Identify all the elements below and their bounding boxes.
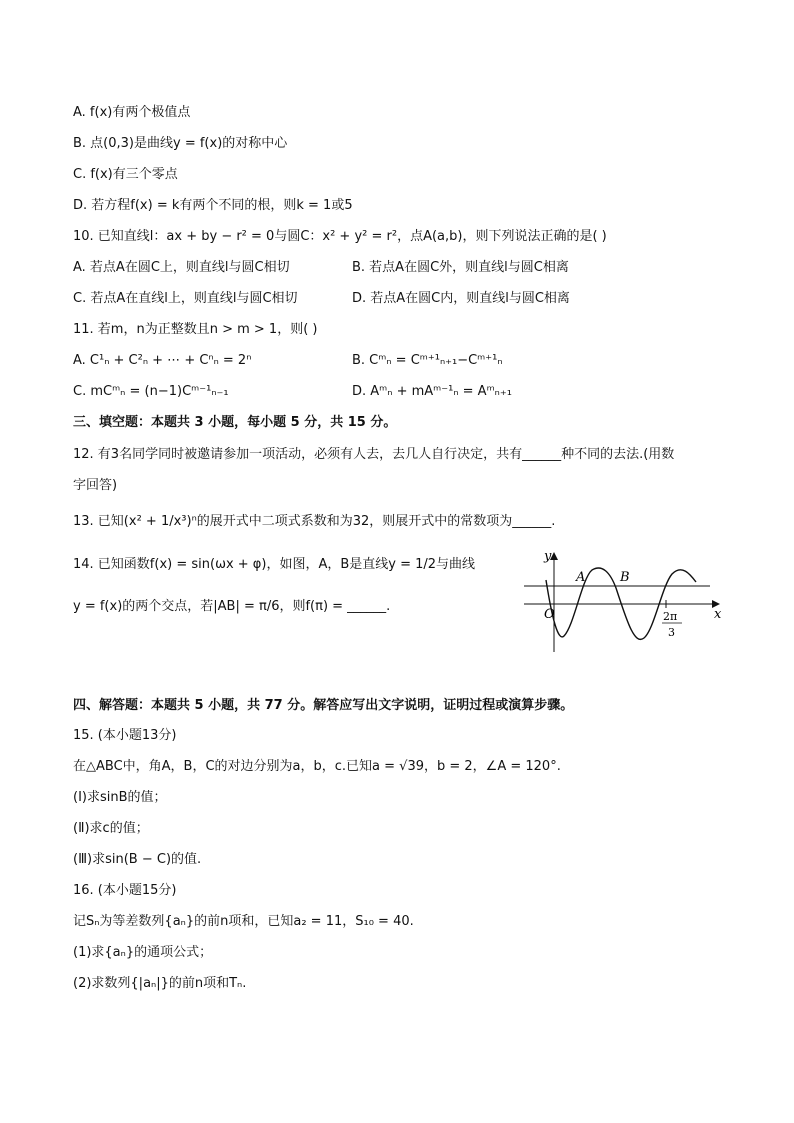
tick-denominator: 3 [668, 626, 675, 639]
text-line-q16b: (1)求{aₙ}的通项公式； [73, 945, 213, 960]
x-axis-label: x [714, 607, 722, 622]
text-line-sec4: 四、解答题：本题共 5 小题，共 77 分。解答应写出文字说明，证明过程或演算步骤。 [73, 698, 574, 713]
text-line-q16c: (2)求数列{|aₙ|}的前n项和Tₙ. [73, 976, 247, 991]
text-line-sec3: 三、填空题：本题共 3 小题，每小题 5 分，共 15 分。 [73, 415, 397, 430]
text-line-q15: 15. (本小题13分) [73, 728, 177, 743]
text-line-q15d: (Ⅲ)求sin(B − C)的值. [73, 852, 202, 867]
text-line-q10: 10. 已知直线l：ax + by − r² = 0与圆C：x² + y² = r²，点A(a,b)，则下列说法正确的是( ) [73, 229, 607, 244]
text-line-q14b: y = f(x)的两个交点，若|AB| = π/6，则f(π) = ______. [73, 599, 391, 614]
text-line-9a: A. f(x)有两个极值点 [73, 105, 191, 120]
option-right: B. Cᵐₙ = Cᵐ⁺¹ₙ₊₁−Cᵐ⁺¹ₙ [352, 353, 503, 368]
option-right: B. 若点A在圆C外，则直线l与圆C相离 [352, 260, 569, 275]
point-a-label: A [576, 570, 586, 585]
text-line-9b: B. 点(0,3)是曲线y = f(x)的对称中心 [73, 136, 288, 151]
text-line-q13: 13. 已知(x² + 1/x³)ⁿ的展开式中二项式系数和为32，则展开式中的常数项为______. [73, 514, 556, 529]
text-line-9c: C. f(x)有三个零点 [73, 167, 178, 182]
text-line-q14a: 14. 已知函数f(x) = sin(ωx + φ)，如图，A，B是直线y = 1/2与曲线 [73, 557, 476, 572]
option-right: D. Aᵐₙ + mAᵐ⁻¹ₙ = Aᵐₙ₊₁ [352, 384, 512, 399]
text-line-q12a: 12. 有3名同学同时被邀请参加一项活动，必须有人去，去几人自行决定，共有______种不同的去法.(用数 [73, 447, 675, 462]
option-right: D. 若点A在圆C内，则直线l与圆C相离 [352, 291, 570, 306]
option-left: C. 若点A在直线l上，则直线l与圆C相切 [73, 291, 298, 306]
text-line-9d: D. 若方程f(x) = k有两个不同的根，则k = 1或5 [73, 198, 353, 213]
text-line-q16: 16. (本小题15分) [73, 883, 177, 898]
tick-numerator: 2π [663, 610, 678, 623]
origin-label: O [544, 607, 555, 622]
option-left: A. 若点A在圆C上，则直线l与圆C相切 [73, 260, 290, 275]
text-line-q16a: 记Sₙ为等差数列{aₙ}的前n项和，已知a₂ = 11，S₁₀ = 40. [73, 914, 414, 929]
text-line-q15b: (Ⅰ)求sinB的值； [73, 790, 167, 805]
sine-graph-figure [516, 548, 736, 658]
text-line-q15c: (Ⅱ)求c的值； [73, 821, 149, 836]
text-line-q11: 11. 若m，n为正整数且n > m > 1，则( ) [73, 322, 318, 337]
text-line-q15a: 在△ABC中，角A，B，C的对边分别为a，b，c.已知a = √39，b = 2，∠A = 120°. [73, 759, 561, 774]
option-left: C. mCᵐₙ = (n−1)Cᵐ⁻¹ₙ₋₁ [73, 384, 229, 399]
point-b-label: B [620, 570, 630, 585]
option-left: A. C¹ₙ + C²ₙ + ⋯ + Cⁿₙ = 2ⁿ [73, 353, 252, 368]
y-axis-label: y [544, 549, 552, 564]
text-line-q12b: 字回答) [73, 478, 118, 493]
